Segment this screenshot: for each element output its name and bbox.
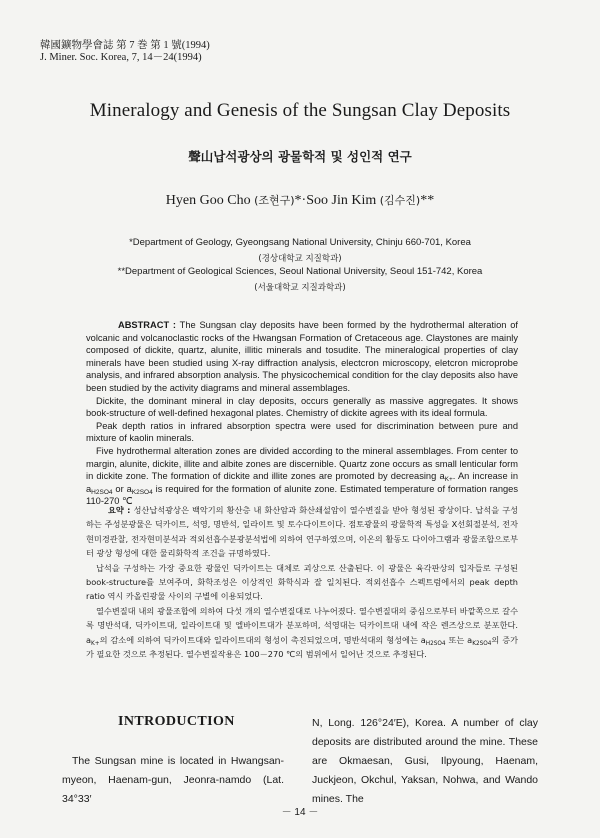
intro-paragraph: The Sungsan mine is located in Hwangsan-myeon, Haenam-gun, Jeonra-namdo (Lat. 34°33′ bbox=[62, 755, 284, 805]
korean-abstract-label: 요약 : bbox=[108, 505, 131, 515]
activity-term: $a_{H2SO4}$ bbox=[420, 634, 446, 647]
paper-title: Mineralogy and Genesis of the Sungsan Clay Deposits bbox=[89, 100, 511, 121]
author-2-name: Soo Jin Kim bbox=[306, 193, 377, 208]
author-2-korean-name: (김수진) bbox=[379, 194, 421, 207]
activity-term: $a_{K2SO4}$ bbox=[126, 483, 153, 496]
author-1-korean-name: (조현구) bbox=[254, 194, 295, 207]
page-number: － 14 － bbox=[281, 807, 319, 818]
affiliation-1-korean: (경상대학교 지질학과) bbox=[258, 254, 342, 264]
activity-term: $a_{K+}$ bbox=[86, 634, 100, 647]
author-line bbox=[0, 192, 600, 209]
author-1-mark: * bbox=[294, 193, 302, 208]
journal-citation: J. Miner. Soc. Korea, 7, 14－24(1994) bbox=[40, 52, 202, 63]
intro-left-column bbox=[62, 752, 284, 809]
abstract-paragraph: Five hydrothermal alteration zones are divided according to the mineral assemblages. From center to margin, alunite, dickite, illite and albite zones are discernible. Quartz zone occurs as small lenticular form in dickite zone. The formation of dickite and illite zones are promoted by decreasing $a_{K+}$. An increase in $a_{H2SO4}$ or $a_{K2SO4}$ is required for the formation of alunite zone. Estimated temperature of formation ranges 110-270 ℃ bbox=[86, 445, 519, 507]
journal-header bbox=[40, 40, 210, 64]
affiliation-2: **Department of Geological Sciences, Seoul National University, Seoul 151-742, Korea bbox=[117, 266, 483, 277]
activity-term: $a_{K2SO4}$ bbox=[467, 634, 492, 647]
abstract-paragraph: Dickite, the dominant mineral in clay deposits, occurs generally as massive aggregates. It shows book-structure of well-defined hexagonal plates. Chemistry of dickite agrees with its ideal formula. bbox=[86, 395, 518, 419]
abstract-label: ABSTRACT : bbox=[118, 320, 177, 330]
activity-term: $a_{H2SO4}$ bbox=[86, 483, 113, 496]
author-1-name: Hyen Goo Cho bbox=[165, 193, 251, 208]
abstract-paragraph: Peak depth ratios in infrared absorption spectra were used for discrimination between pure and mixture of kaolin minerals. bbox=[86, 420, 518, 444]
korean-abstract-paragraph: 납석을 구성하는 가장 중요한 광물인 딕카이트는 대체로 괴상으로 산출된다. 이 광물은 육각판상의 입자들로 구성된 book-structure를 보여주며, 화학조성은 이상적인 화학식과 잘 일치된다. 적외선흡수 스펙트럼에서의 peak depth ratio 역시 카올린광물 사이의 구별에 이용되었다. bbox=[86, 562, 518, 602]
intro-right-column bbox=[312, 714, 538, 809]
affiliation-1: *Department of Geology, Gyeongsang National University, Chinju 660-701, Korea bbox=[129, 237, 471, 248]
section-heading-introduction: INTRODUCTION bbox=[118, 714, 235, 729]
author-2-mark: ** bbox=[420, 193, 435, 208]
journal-name-korean: 韓國鑛物學會誌 第 7 巻 第 1 號(1994) bbox=[40, 40, 210, 51]
activity-term: $a_{K+}$ bbox=[439, 471, 453, 484]
korean-abstract-paragraph: 요약 : 성산납석광상은 백악기의 황산층 내 화산암과 화산쇄설암이 열수변질을 받아 형성된 광상이다. 납석을 구성하는 주성분광물은 딕카이트, 석영, 명반석, 일라이트 및 토수다이트이다. 점토광물의 광물학적 특성을 X선회절분석, 전자현미경관찰, 전자현미분석과 적외선흡수분광분석법에 의하여 연구하였으며, 이온의 활동도 다이아그램과 광물조합으로부터 광상 형성에 대한 물리화학적 조건을 규명하였다. bbox=[86, 505, 518, 559]
paper-title-korean: 聲山납석광상의 광물학적 및 성인적 연구 bbox=[188, 149, 412, 164]
author-separator: · bbox=[301, 193, 307, 208]
affiliation-2-korean: (서울대학교 지질과학과) bbox=[254, 283, 346, 293]
english-abstract bbox=[86, 319, 518, 508]
korean-abstract-paragraph: 열수변질대 내의 광물조합에 의하여 다섯 개의 열수변질대로 나누어졌다. 열수변질대의 중심으로부터 바깥쪽으로 갈수록 명반석대, 딕카이트대, 일라이트대 및 엘바이트대가 분포하며, 석영대는 딕카이트대 내에 작은 렌즈상으로 분포한다. $a_{K+}$의 감소에 의하여 딕카이트대와 일라이트대의 형성이 촉진되었으며, 명반석대의 형성에는 $a_{H2SO4}$ 또는 $a_{K2SO4}$의 증가가 필요한 것으로 추정된다. 열수변질작용은 100－270 ℃의 범위에서 일어난 것으로 추정된다. bbox=[86, 605, 519, 660]
abstract-paragraph: ABSTRACT : The Sungsan clay deposits have been formed by the hydrothermal alteration of volcanic and volcanoclastic rocks of the Hwangsan Formation of Cretaceous age. Claystones are mainly composed of dickite, quartz, alunite, illitic minerals and tosudite. The mineralogical properties of clay minerals have been studied using X-ray diffraction analysis, electcron microscopy, eletcron microprobe analysis, and infrared absorption analysis. The physicochemical condition for the clay deposits also have been studied by the activity diagrams and mineral assemblages. bbox=[86, 320, 518, 393]
korean-abstract bbox=[86, 503, 518, 661]
intro-paragraph: N, Long. 126°24′E), Korea. A number of clay deposits are distributed around the mine. These are Okmaesan, Gusi, Ilpyoung, Haenam, Juckjeon, Okchul, Yaksan, Nohwa, and Wando mines. The bbox=[312, 717, 538, 805]
